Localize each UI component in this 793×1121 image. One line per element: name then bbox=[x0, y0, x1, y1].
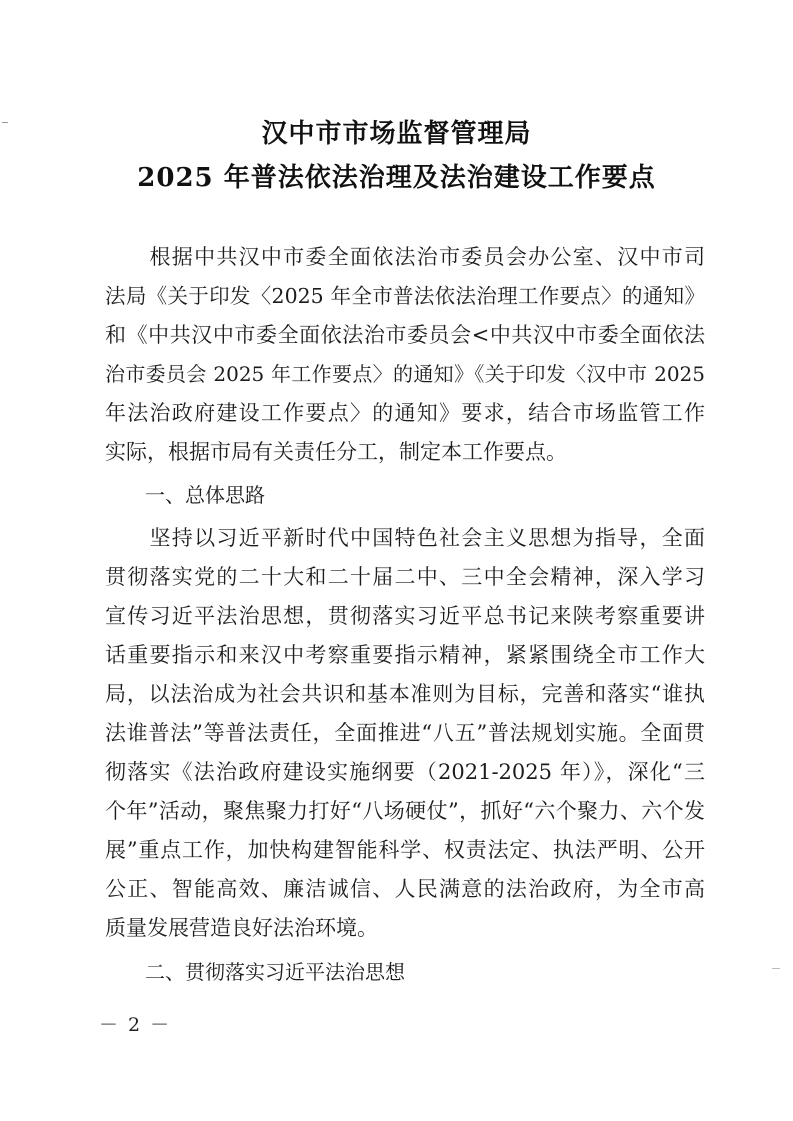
intro-line-2: 法局《关于印发〈2025 年全市普法依法治理工作要点〉的通知》 bbox=[105, 284, 705, 308]
section1-line-4: 话重要指示和来汉中考察重要指示精神，紧紧围绕全市工作大 bbox=[105, 643, 705, 667]
section1-line-11: 质量发展营造良好法治环境。 bbox=[105, 916, 378, 940]
intro-line-3: 和《中共汉中市委全面依法治市委员会<中共汉中市委全面依法 bbox=[105, 323, 705, 347]
section1-line-8: 个年”活动，聚焦聚力打好“八场硬仗”，抓好“六个聚力、六个发 bbox=[105, 799, 705, 823]
intro-line-6: 实际，根据市局有关责任分工，制定本工作要点。 bbox=[105, 440, 567, 464]
section1-line-5: 局，以法治成为社会共识和基本准则为目标，完善和落实“谁执 bbox=[105, 682, 705, 706]
page-number: － 2 － bbox=[99, 1014, 172, 1036]
section-heading-2: 二、贯彻落实习近平法治思想 bbox=[105, 960, 405, 984]
section1-line-1: 坚持以习近平新时代中国特色社会主义思想为指导，全面 bbox=[105, 526, 705, 550]
title-line-1: 汉中市市场监督管理局 bbox=[261, 119, 532, 149]
section1-line-7: 彻落实《法治政府建设实施纲要（2021-2025 年）》，深化“三 bbox=[105, 760, 705, 784]
section-heading-1: 一、总体思路 bbox=[105, 483, 265, 507]
section1-line-6: 法谁普法”等普法责任，全面推进“八五”普法规划实施。全面贯 bbox=[105, 721, 705, 745]
section1-line-10: 公正、智能高效、廉洁诚信、人民满意的法治政府，为全市高 bbox=[105, 877, 705, 901]
section1-line-3: 宣传习近平法治思想，贯彻落实习近平总书记来陕考察重要讲 bbox=[105, 604, 705, 628]
section1-line-2: 贯彻落实党的二十大和二十届二中、三中全会精神，深入学习 bbox=[105, 565, 705, 589]
section1-line-9: 展”重点工作，加快构建智能科学、权责法定、执法严明、公开 bbox=[105, 838, 705, 862]
intro-line-1: 根据中共汉中市委全面依法治市委员会办公室、汉中市司 bbox=[105, 245, 705, 269]
intro-line-4: 治市委员会 2025 年工作要点〉的通知》《关于印发〈汉中市 2025 bbox=[105, 362, 705, 386]
intro-line-5: 年法治政府建设工作要点〉的通知》要求，结合市场监管工作 bbox=[105, 401, 705, 425]
title-line-2: 2025 年普法依法治理及法治建设工作要点 bbox=[137, 163, 656, 193]
